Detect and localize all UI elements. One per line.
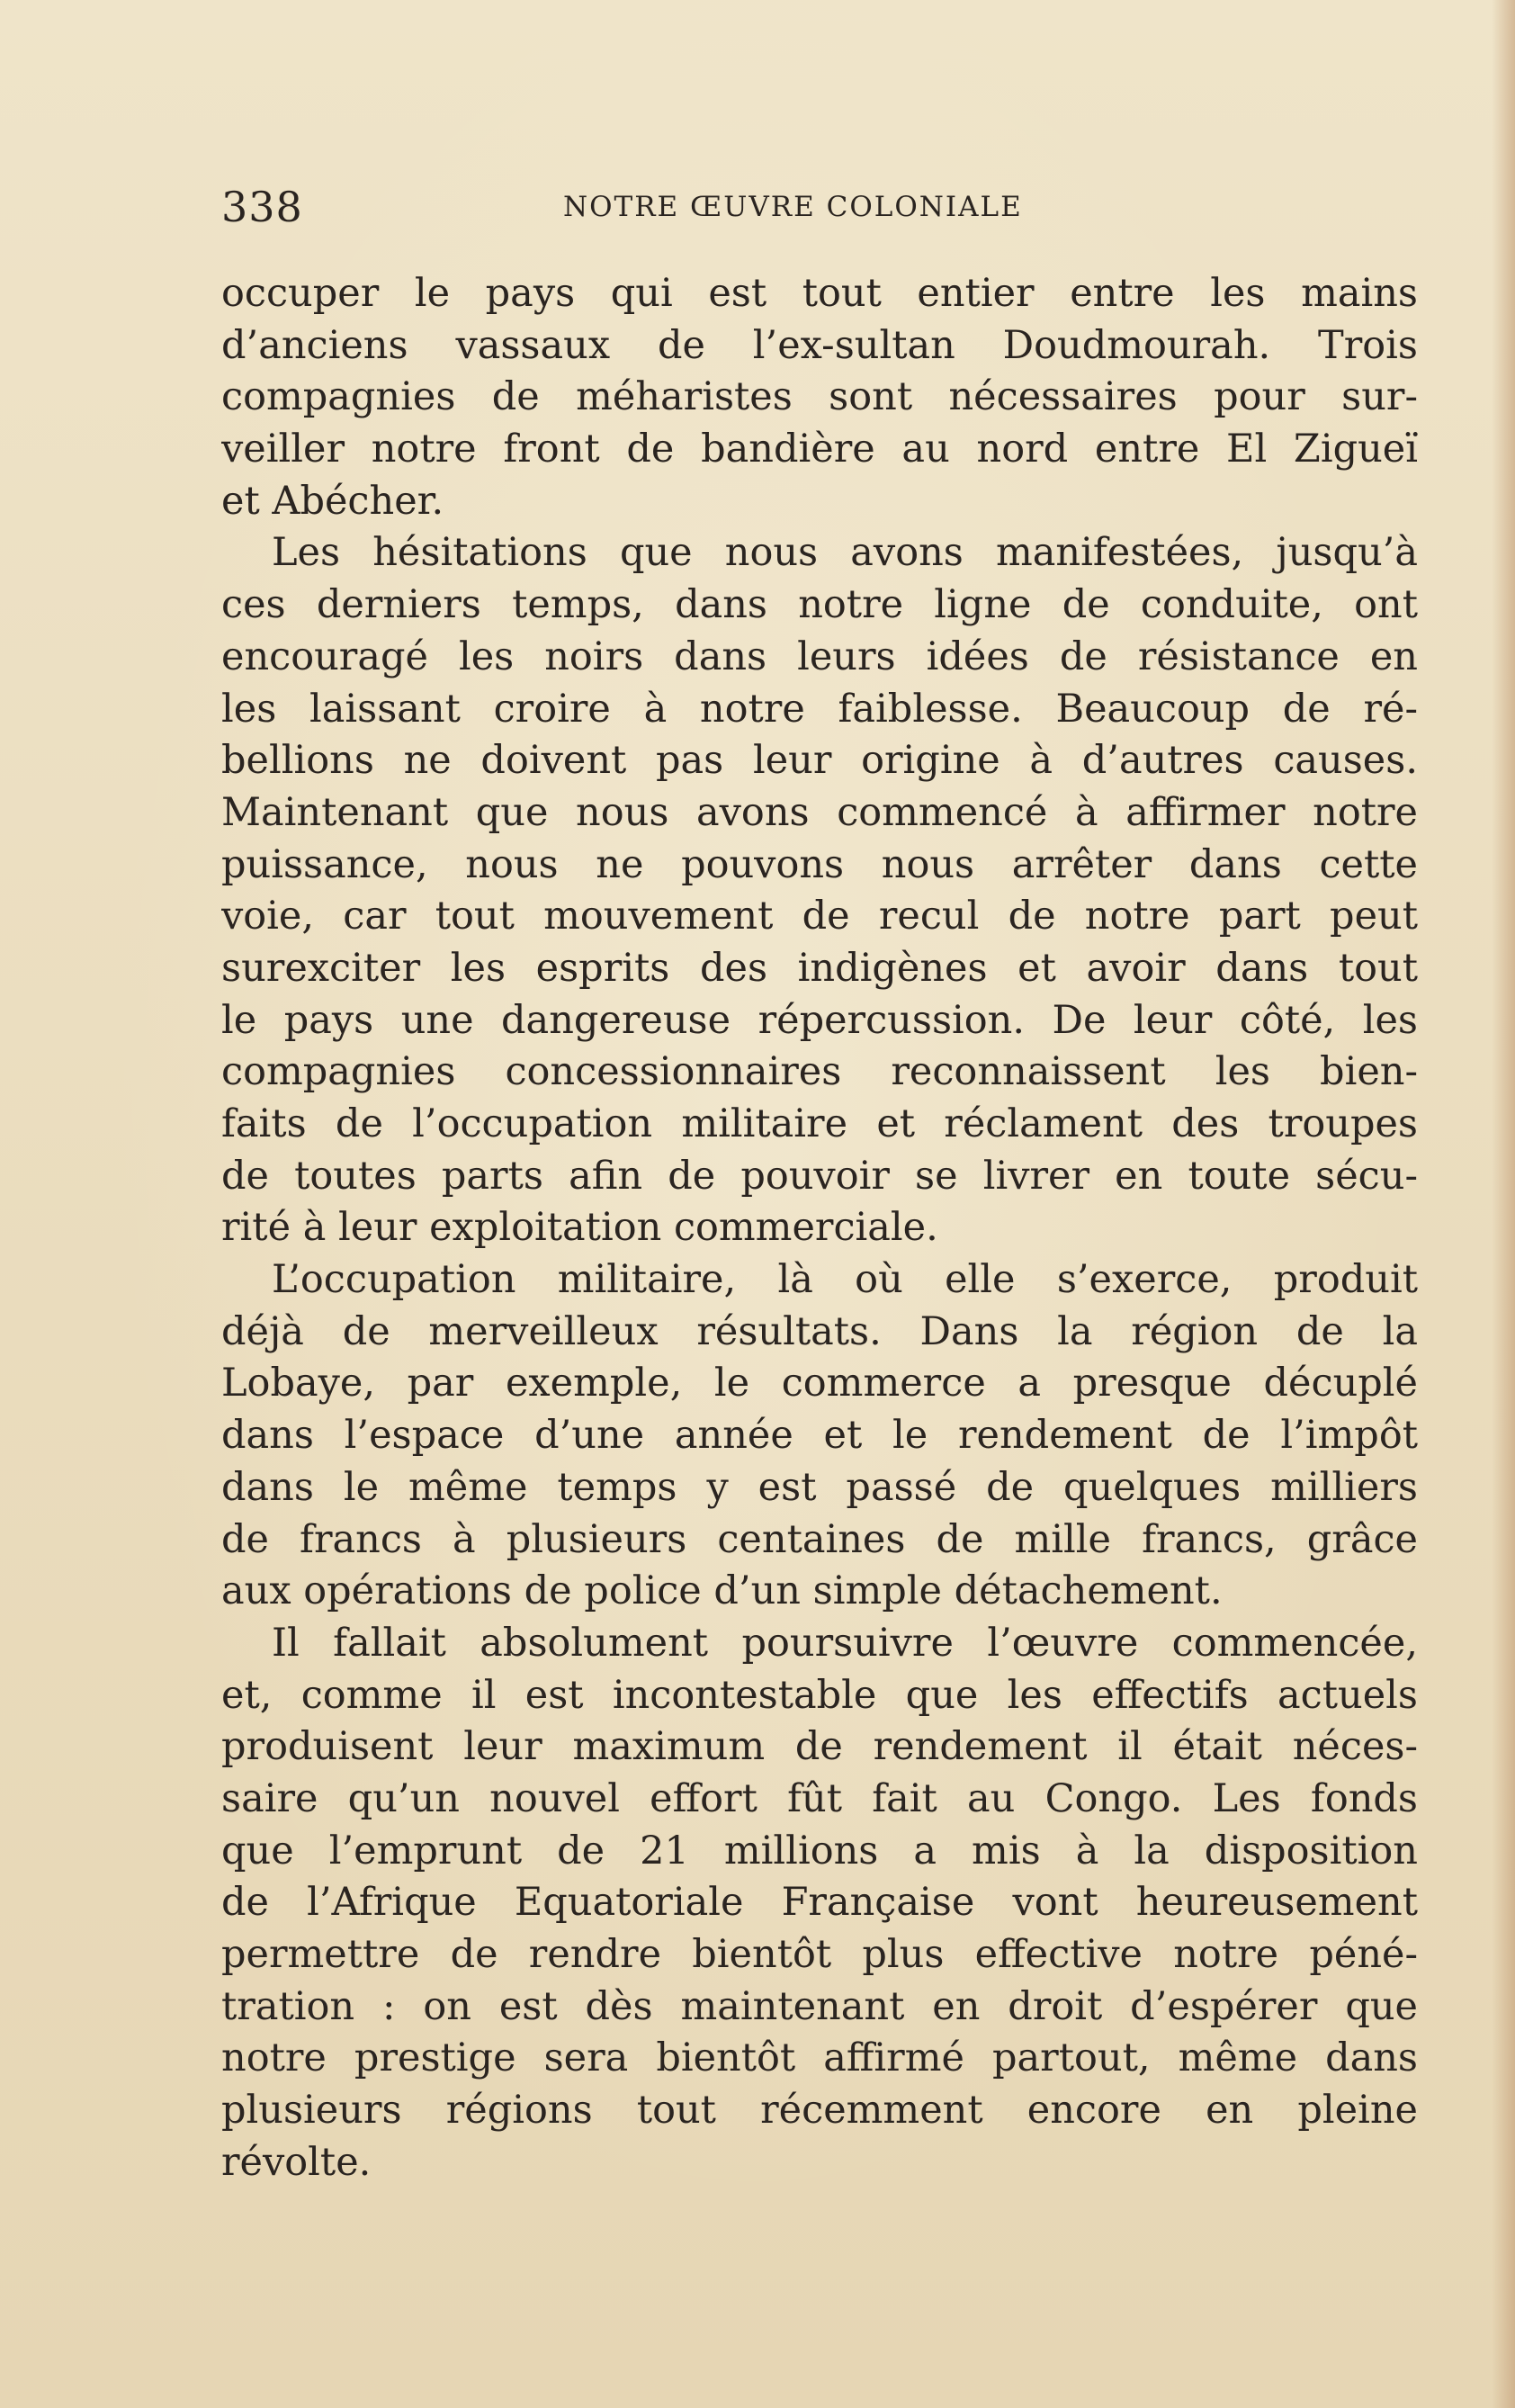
text-line: révolte. [221,2139,372,2185]
running-title: NOTRE ŒUVRE COLONIALE [563,191,1023,223]
page-header [221,180,1418,234]
text-line: compagnies de méharistes sont nécessaires pour sur- [221,374,1418,420]
text-line: déjà de merveilleux résultats. Dans la région de la [221,1308,1418,1354]
text-line: voie, car tout mouvement de recul de notre part peut [221,894,1418,939]
page-number: 338 [221,183,303,231]
text-line: de toutes parts afin de pouvoir se livrer en toute sécu- [221,1153,1418,1199]
text-line: le pays une dangereuse répercussion. De leur côté, les [221,997,1418,1043]
text-line: les laissant croire à notre faiblesse. Beaucoup de ré- [221,686,1418,732]
text-line: rité à leur exploitation commerciale. [221,1205,938,1251]
text-line: puissance, nous ne pouvons nous arrêter dans cette [221,841,1418,887]
text-line: de francs à plusieurs centaines de mille francs, grâce [221,1516,1418,1562]
text-line: notre prestige sera bientôt affirmé partout, même dans [221,2035,1418,2081]
text-line: compagnies concessionnaires reconnaissent les bien- [221,1049,1418,1095]
text-line: produisent leur maximum de rendement il était néces- [221,1724,1418,1770]
text-line: encouragé les noirs dans leurs idées de résistance en [221,633,1418,679]
text-line: dans le même temps y est passé de quelques milliers [221,1464,1418,1510]
text-line: dans l’espace d’une année et le rendement de l’impôt [221,1413,1418,1459]
text-line: Maintenant que nous avons commencé à affirmer notre [221,789,1418,835]
page-edge-shadow [1492,0,1515,2408]
text-line: Il fallait absolument poursuivre l’œuvre commencée, [272,1620,1418,1666]
text-line: que l’emprunt de 21 millions a mis à la disposition [221,1828,1418,1873]
text-line: ces derniers temps, dans notre ligne de conduite, ont [221,582,1418,628]
text-line: saire qu’un nouvel effort fût fait au Congo. Les fonds [221,1775,1418,1821]
text-line: Lobaye, par exemple, le commerce a presque décuplé [221,1361,1418,1406]
body-text [221,268,1418,2188]
text-line: L’occupation militaire, là où elle s’exerce, produit [272,1257,1418,1303]
text-line: et, comme il est incontestable que les effectifs actuels [221,1672,1418,1718]
text-line: occuper le pays qui est tout entier entre les mains [221,271,1418,316]
text-line: Les hésitations que nous avons manifestées, jusqu’à [272,530,1418,576]
text-line: bellions ne doivent pas leur origine à d’autres causes. [221,738,1418,784]
text-line: surexciter les esprits des indigènes et avoir dans tout [221,945,1418,991]
text-line: d’anciens vassaux de l’ex-sultan Doudmourah. Trois [221,322,1418,368]
text-line: de l’Afrique Equatoriale Française vont heureusement [221,1880,1418,1926]
text-line: plusieurs régions tout récemment encore en pleine [221,2088,1418,2134]
text-line: faits de l’occupation militaire et réclament des troupes [221,1101,1418,1146]
text-line: et Abécher. [221,478,444,524]
text-line: veiller notre front de bandière au nord entre El Zigueï [221,427,1418,472]
text-line: aux opérations de police d’un simple détachement. [221,1568,1223,1614]
text-line: permettre de rendre bientôt plus effective notre péné- [221,1932,1418,1977]
text-line: tration : on est dès maintenant en droit d’espérer que [221,1983,1418,2029]
